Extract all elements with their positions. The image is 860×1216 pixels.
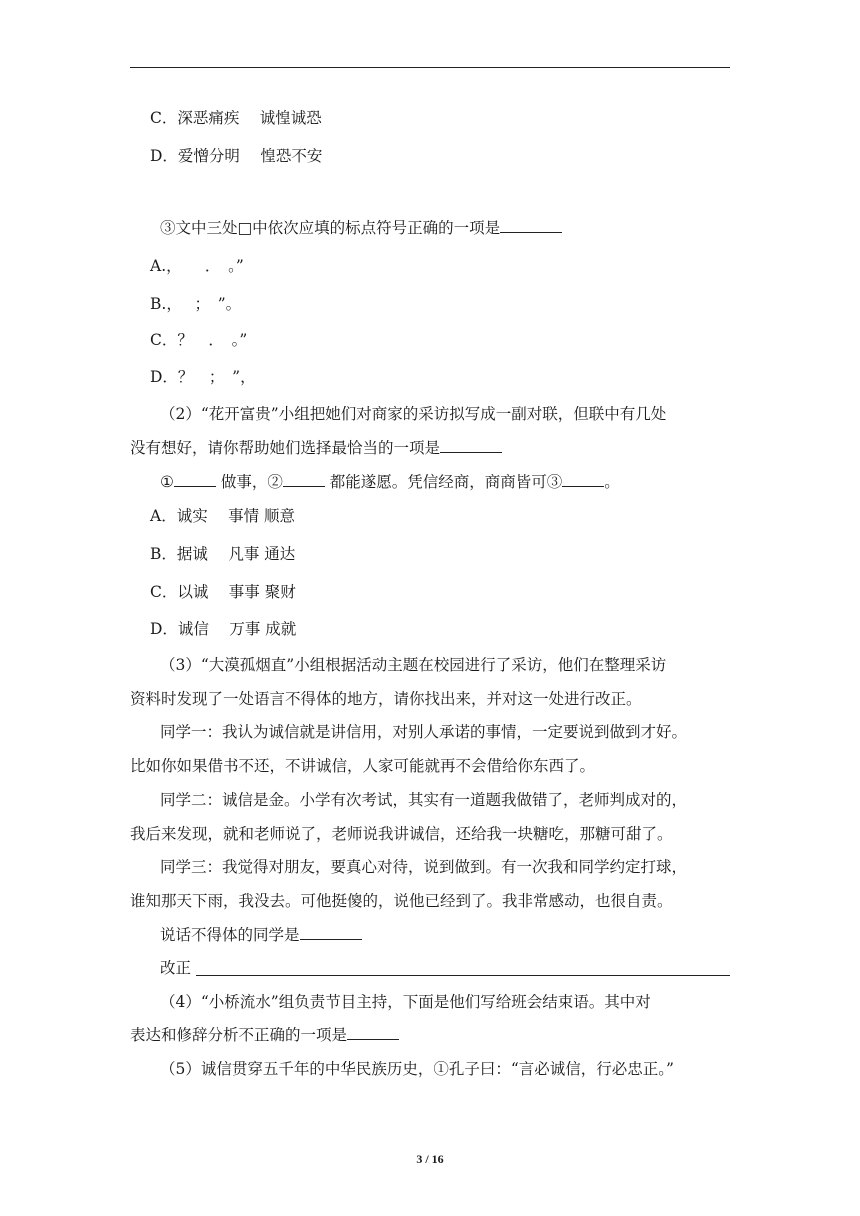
answer-blank[interactable] xyxy=(440,438,502,453)
q3-punct-option-b: B.， ； ”。 xyxy=(150,295,242,313)
option-c: C．深恶痛疾 诚惶诚恐 xyxy=(150,109,322,127)
q2-stem-line2 xyxy=(130,438,502,458)
couplet-blank-3[interactable] xyxy=(562,472,604,487)
student1-line2: 比如你如果借书不还，不讲诚信，人家可能就再不会借给你东西了。 xyxy=(130,757,596,775)
couplet-text: 做事，② xyxy=(215,473,283,491)
couplet-text: 。 xyxy=(604,473,620,491)
q4-stem-line2-text: 表达和修辞分析不正确的一项是 xyxy=(130,1026,348,1044)
q3-stem-line1: （3）“大漠孤烟直”小组根据活动主题在校园进行了采访，他们在整理采访 xyxy=(160,656,667,674)
q3-punct-stem-text: ③文中三处□中依次应填的标点符号正确的一项是 xyxy=(160,219,501,237)
q4-stem-line2 xyxy=(130,1025,399,1045)
student2-line2: 我后来发现，就和老师说了，老师说我讲诚信，还给我一块糖吃，那糖可甜了。 xyxy=(130,825,673,843)
q2-option-d: D．诚信 万事 成就 xyxy=(150,620,297,638)
answer-blank[interactable] xyxy=(347,1025,399,1040)
couplet-blank-2[interactable] xyxy=(283,472,325,487)
q2-option-c: C．以诚 事事 聚财 xyxy=(150,583,296,601)
q3-punct-stem xyxy=(160,218,562,238)
page-number: 3 / 16 xyxy=(416,1152,444,1166)
q2-couplet xyxy=(160,472,620,492)
q3-punct-option-c: C．？ ． 。” xyxy=(150,331,248,349)
student3-line1: 同学三：我觉得对朋友，要真心对待，说到做到。有一次我和同学约定打球， xyxy=(160,858,688,876)
answer-student-label: 说话不得体的同学是 xyxy=(160,926,300,944)
q2-option-b: B．据诚 凡事 通达 xyxy=(150,545,296,563)
q2-option-a: A．诚实 事情 顺意 xyxy=(150,507,296,525)
q5-stem-line1: （5）诚信贯穿五千年的中华民族历史，①孔子曰：“言必诚信，行必忠正。” xyxy=(160,1060,674,1078)
q2-stem-line2-text: 没有想好，请你帮助她们选择最恰当的一项是 xyxy=(130,439,441,457)
couplet-text: 都能遂愿。凭信经商，商商皆可③ xyxy=(324,473,563,491)
correction-label: 改正 xyxy=(160,959,192,977)
student1-line1: 同学一：我认为诚信就是讲信用，对别人承诺的事情，一定要说到做到才好。 xyxy=(160,723,688,741)
couplet-text: ① xyxy=(160,473,174,491)
answer-blank[interactable] xyxy=(300,925,362,940)
student2-line1: 同学二：诚信是金。小学有次考试，其实有一道题我做错了，老师判成对的， xyxy=(160,791,688,809)
answer-student-line xyxy=(160,925,362,945)
header-rule xyxy=(130,67,730,68)
q3-stem-line2: 资料时发现了一处语言不得体的地方，请你找出来，并对这一处进行改正。 xyxy=(130,690,642,708)
correction-answer-line[interactable] xyxy=(196,975,730,976)
q3-punct-option-d: D．？ ； ”， xyxy=(150,368,256,386)
student3-line2: 谁知那天下雨，我没去。可他挺傻的，说他已经到了。我非常感动，也很自责。 xyxy=(130,892,673,910)
q2-stem-line1: （2）“花开富贵”小组把她们对商家的采访拟写成一副对联，但联中有几处 xyxy=(160,405,667,423)
option-d: D．爱憎分明 惶恐不安 xyxy=(150,147,323,165)
q3-punct-option-a: A.， ． 。” xyxy=(150,257,244,275)
couplet-blank-1[interactable] xyxy=(174,472,216,487)
q4-stem-line1: （4）“小桥流水”组负责节目主持，下面是他们写给班会结束语。其中对 xyxy=(160,993,651,1011)
answer-blank[interactable] xyxy=(500,218,562,233)
